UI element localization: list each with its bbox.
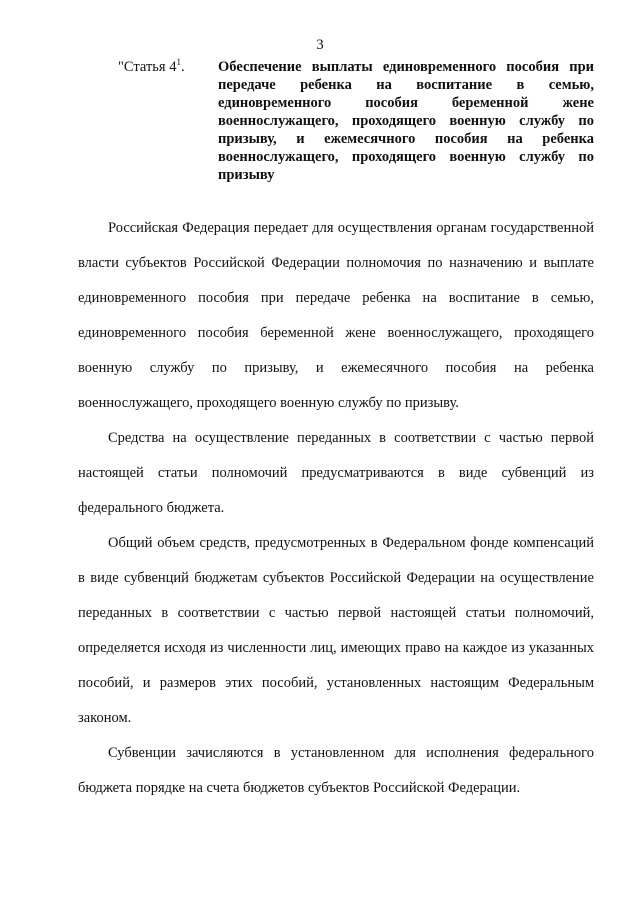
paragraph-1: Российская Федерация передает для осуществления органам государственной власти субъектов Российской Федерации полномочия по назначению и выплате единовременного пособия при передаче ребенка на воспитание в семью, единовременного пособия беременной жене военнослужащего, проходящего военную службу по призыву, и ежемесячного пособия на ребенка военнослужащего, проходящего военную службу по призыву. xyxy=(78,220,594,411)
page-number: 3 xyxy=(316,37,324,53)
article-title: Обеспечение выплаты единовременного пособия при передаче ребенка на воспитание в семью, единовременного пособия беременной жене военнослужащего, проходящего военную службу по призыву, и ежемесячного пособия на ребенка военнослужащего, проходящего военную службу по призыву xyxy=(218,59,594,183)
paragraph-3: Общий объем средств, предусмотренных в Федеральном фонде компенсаций в виде субвенций бюджетам субъектов Российской Федерации на осуществление переданных в соответствии с частью первой настоящей статьи полномочий, определяется исходя из численности лиц, имеющих право на каждое из указанных пособий, и размеров этих пособий, установленных настоящим Федеральным законом. xyxy=(78,535,594,726)
article-label-text: "Статья 4 xyxy=(118,59,177,75)
paragraph-4: Субвенции зачисляются в установленном для исполнения федерального бюджета порядке на счета бюджетов субъектов Российской Федерации. xyxy=(78,745,594,796)
paragraph-2: Средства на осуществление переданных в соответствии с частью первой настоящей статьи полномочий предусматриваются в виде субвенций из федерального бюджета. xyxy=(78,430,594,516)
article-label xyxy=(118,58,185,76)
article-body xyxy=(78,211,594,806)
article-label-superscript: 1 xyxy=(176,57,181,68)
article-label-dot: . xyxy=(180,59,185,75)
